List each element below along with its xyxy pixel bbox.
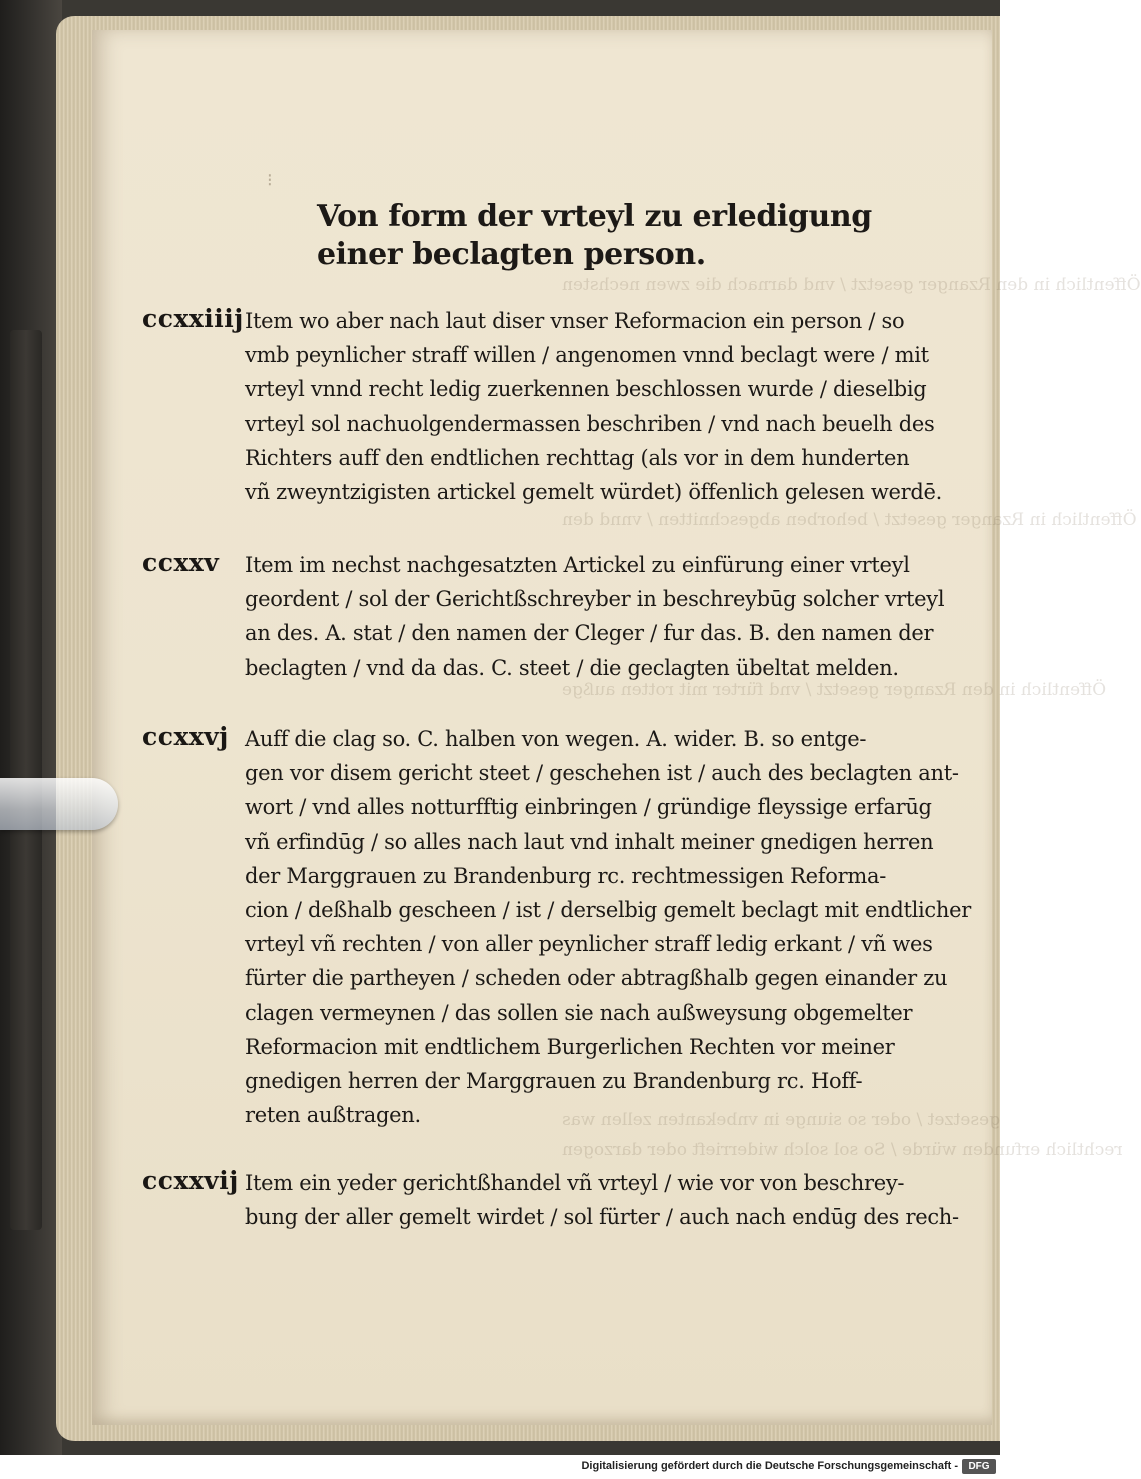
text-line: Item im nechst nachgesatzten Artickel zu einfürung einer vrteyl — [245, 553, 910, 577]
text-line: beclagten / vnd da das. C. steet / die geclagten übeltat melden. — [245, 655, 899, 680]
bleed-through-text: gesetzet / oder so siunge in vnbekanten zellen was — [562, 1110, 1001, 1130]
text-line: Auff die clag so. C. halben von wegen. A. wider. B. so entge- — [245, 727, 867, 751]
article-number: ccxxvj — [142, 722, 229, 751]
text-line: fürter die partheyen / scheden oder abtragßhalb gegen einander zu — [245, 966, 948, 991]
article-number: ccxxiiij — [142, 304, 244, 333]
bleed-through-text: rechtlich erfunden würde / So sol solch widerrieft oder darzogen — [562, 1140, 1123, 1160]
text-line: vrteyl sol nachuolgendermassen beschriben / vnd nach beuelh des — [245, 411, 935, 436]
text-line: Richters auff den endtlichen rechttag (als vor in dem hunderten — [245, 445, 910, 470]
article-number: ccxxv — [142, 548, 220, 577]
text-line: clagen vermeynen / das sollen sie nach außweysung obgemelter — [245, 1000, 913, 1025]
funding-credit: Digitalisierung gefördert durch die Deutsche Forschungsgemeinschaft - — [581, 1460, 958, 1472]
text-line: gnedigen herren der Marggrauen zu Brandenburg rc. Hoff- — [245, 1069, 863, 1094]
heading-line-1: Von form der vrteyl zu erledigung — [317, 199, 872, 234]
footer-bar — [0, 1455, 1000, 1479]
bleed-through-text: Öffentlich in den Rzanger gesetzt / vnd fürter mit rotten außge — [562, 680, 1107, 700]
text-line: gen vor disem gericht steet / geschehen ist / auch des beclagten ant- — [245, 761, 959, 786]
page-heading — [317, 198, 877, 274]
text-line: der Marggrauen zu Brandenburg rc. rechtmessigen Reforma- — [245, 863, 886, 888]
text-line: vmb peynlicher straff willen / angenomen vnnd beclagt were / mit — [245, 343, 929, 368]
text-line: Item wo aber nach laut diser vnser Reformacion ein person / so — [245, 309, 905, 333]
text-line: Reformacion mit endtlichem Burgerlichen Rechten vor meiner — [245, 1034, 895, 1059]
text-line: geordent / sol der Gerichtßschreyber in beschreybūg solcher vrteyl — [245, 587, 945, 612]
article-number: ccxxvij — [142, 1166, 239, 1195]
heading-line-2: einer beclagten person. — [317, 237, 706, 272]
book-page — [92, 30, 1141, 1425]
dfg-logo: DFG — [962, 1459, 996, 1474]
fold-mark: ⁝ — [267, 170, 273, 191]
text-line: vrteyl vñ rechten / von aller peynlicher straff ledig erkant / vñ wes — [245, 932, 933, 957]
text-line: vrteyl vnnd recht ledig zuerkennen beschlossen wurde / dieselbig — [245, 377, 927, 402]
text-line: bung der aller gemelt wirdet / sol fürter / auch nach endūg des rech- — [245, 1205, 959, 1230]
bleed-through-text: Öffentlich in Rzanger gesetzt / behorben abgeschnitten / vnnd den — [562, 510, 1137, 530]
text-line: reten außtragen. — [245, 1103, 421, 1128]
article-text — [245, 304, 965, 509]
text-line: vñ zweyntzigisten artickel gemelt würdet) öffenlich gelesen werdē. — [245, 480, 943, 505]
article-text — [245, 722, 971, 1132]
text-line: an des. A. stat / den namen der Cleger / fur das. B. den namen der — [245, 621, 934, 646]
bleed-through-text: Öffentlich in den Rzanger gesetzt / vnd darnach die zwen nechsten — [562, 275, 1141, 295]
plastic-page-clip — [0, 778, 118, 830]
text-line: vñ erfindūg / so alles nach laut vnd inhalt meiner gnedigen herren — [245, 829, 934, 854]
text-line: wort / vnd alles notturfftig einbringen / gründige fleyssige erfarūg — [245, 795, 932, 820]
article-text — [245, 548, 965, 685]
text-line: Item ein yeder gerichtßhandel vñ vrteyl / wie vor von beschrey- — [245, 1171, 905, 1195]
article-text — [245, 1166, 965, 1234]
text-line: cion / deßhalb gescheen / ist / derselbig gemelt beclagt mit endtlicher — [245, 898, 971, 923]
